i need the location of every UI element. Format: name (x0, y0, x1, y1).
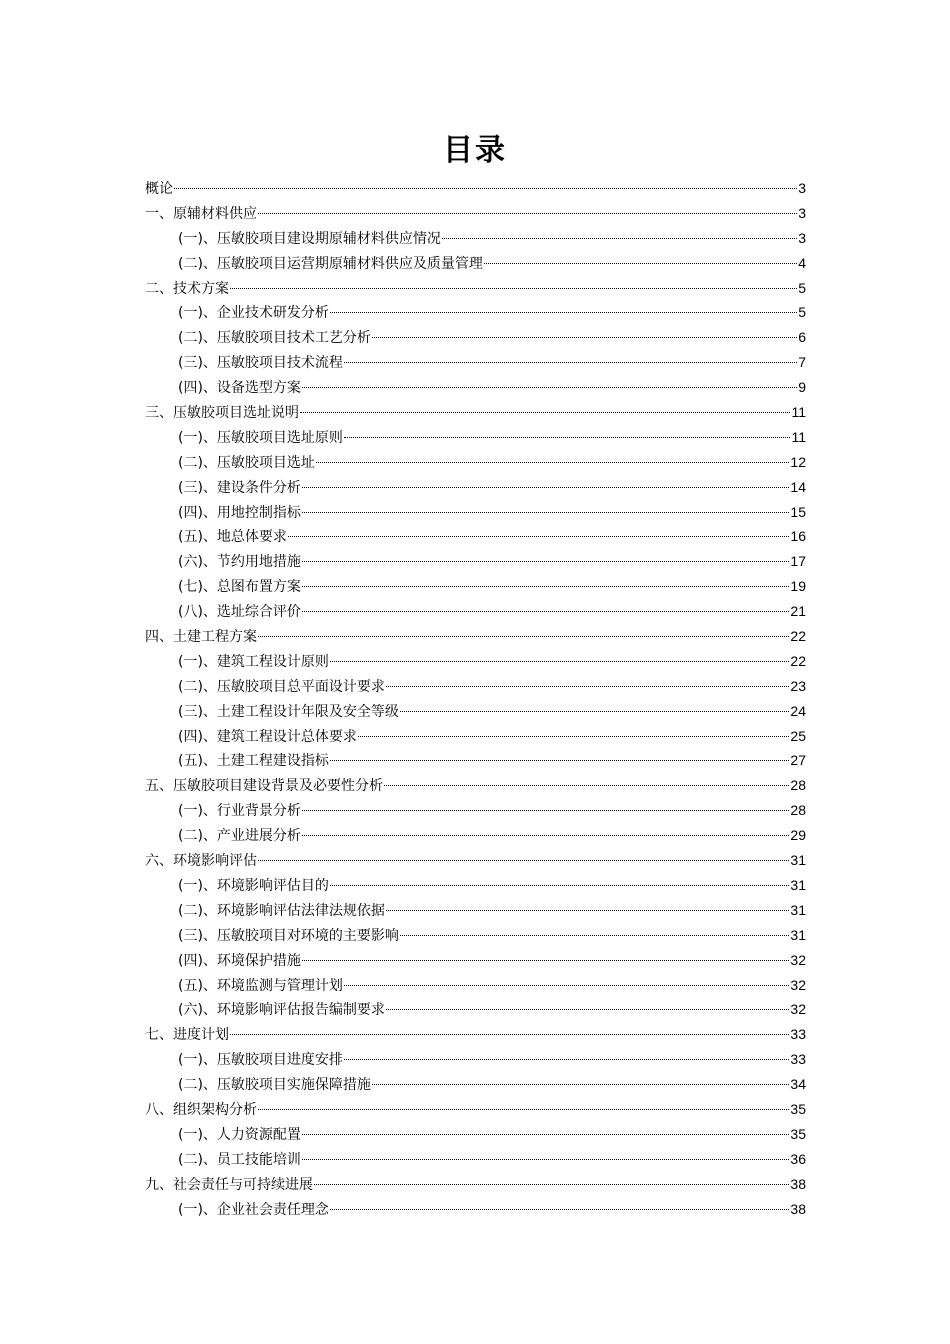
toc-dot-leader (344, 362, 797, 363)
toc-entry-text: (一)、建筑工程设计原则 (178, 653, 329, 670)
toc-entry-page-number: 21 (790, 603, 806, 620)
toc-entry-text: (一)、压敏胶项目选址原则 (178, 429, 343, 446)
toc-entry-text: 一、原辅材料供应 (145, 205, 257, 222)
toc-entry[interactable] (145, 375, 806, 400)
toc-dot-leader (330, 661, 789, 662)
toc-dot-leader (400, 935, 789, 936)
toc-entry-text: (一)、人力资源配置 (178, 1126, 301, 1143)
toc-dot-leader (258, 860, 789, 861)
toc-dot-leader (230, 288, 797, 289)
toc-dot-leader (302, 561, 789, 562)
toc-entry[interactable] (145, 973, 806, 998)
toc-entry-page-number: 16 (790, 528, 806, 545)
toc-entry-page-number: 19 (790, 578, 806, 595)
toc-entry-page-number: 34 (790, 1076, 806, 1093)
toc-dot-leader (302, 810, 789, 811)
toc-entry-page-number: 31 (790, 852, 806, 869)
toc-entry-page-number: 22 (790, 652, 806, 669)
toc-dot-leader (344, 985, 789, 986)
toc-entry-page-number: 31 (790, 876, 806, 893)
toc-entry[interactable] (145, 674, 806, 699)
toc-entry[interactable] (145, 450, 806, 475)
toc-entry[interactable] (145, 226, 806, 251)
toc-entry[interactable] (145, 201, 806, 226)
toc-entry[interactable] (145, 1197, 806, 1222)
toc-dot-leader (330, 312, 797, 313)
toc-entry-page-number: 38 (790, 1175, 806, 1192)
toc-entry[interactable] (145, 773, 806, 798)
toc-entry[interactable] (145, 724, 806, 749)
toc-entry[interactable] (145, 1022, 806, 1047)
toc-dot-leader (344, 1059, 789, 1060)
toc-entry[interactable] (145, 1047, 806, 1072)
toc-entry[interactable] (145, 699, 806, 724)
toc-entry[interactable] (145, 549, 806, 574)
toc-entry-page-number: 35 (790, 1100, 806, 1117)
toc-entry-text: 五、压敏胶项目建设背景及必要性分析 (145, 778, 383, 795)
toc-entry[interactable] (145, 798, 806, 823)
toc-entry-page-number: 4 (798, 254, 806, 271)
toc-entry-page-number: 32 (790, 1001, 806, 1018)
toc-dot-leader (372, 337, 797, 338)
toc-entry-page-number: 5 (798, 304, 806, 321)
toc-entry-text: 三、压敏胶项目选址说明 (145, 405, 299, 422)
toc-dot-leader (302, 487, 789, 488)
toc-dot-leader (484, 263, 797, 264)
toc-entry[interactable] (145, 1147, 806, 1172)
toc-entry-text: (四)、设备选型方案 (178, 380, 301, 397)
toc-dot-leader (302, 1159, 789, 1160)
toc-entry-text: (五)、土建工程建设指标 (178, 753, 329, 770)
toc-entry-page-number: 24 (790, 702, 806, 719)
toc-entry-page-number: 27 (790, 752, 806, 769)
toc-entry-page-number: 17 (790, 553, 806, 570)
toc-dot-leader (302, 611, 789, 612)
toc-dot-leader (386, 910, 789, 911)
toc-entry[interactable] (145, 524, 806, 549)
toc-entry-text: 七、进度计划 (145, 1027, 229, 1044)
toc-dot-leader (230, 1034, 789, 1035)
toc-entry-page-number: 36 (790, 1150, 806, 1167)
toc-dot-leader (316, 462, 789, 463)
toc-dot-leader (330, 885, 789, 886)
toc-entry-page-number: 38 (790, 1200, 806, 1217)
toc-entry-page-number: 31 (790, 926, 806, 943)
toc-dot-leader (386, 686, 789, 687)
toc-dot-leader (302, 1134, 789, 1135)
toc-dot-leader (302, 960, 789, 961)
toc-entry-page-number: 33 (790, 1026, 806, 1043)
toc-dot-leader (330, 1209, 789, 1210)
toc-entry[interactable] (145, 599, 806, 624)
toc-dot-leader (300, 412, 790, 413)
toc-entry[interactable] (145, 923, 806, 948)
toc-entry-text: (一)、行业背景分析 (178, 803, 301, 820)
toc-entry-text: (八)、选址综合评价 (178, 604, 301, 621)
toc-entry-page-number: 14 (790, 478, 806, 495)
toc-entry-text: (二)、员工技能培训 (178, 1151, 301, 1168)
toc-entry-text: 二、技术方案 (145, 280, 229, 297)
toc-entry[interactable] (145, 350, 806, 375)
toc-entry[interactable] (145, 251, 806, 276)
toc-entry-page-number: 32 (790, 976, 806, 993)
toc-entry-text: (二)、压敏胶项目实施保障措施 (178, 1077, 371, 1094)
toc-entry-page-number: 3 (798, 180, 806, 196)
toc-entry[interactable] (145, 848, 806, 873)
toc-entry-text: (三)、压敏胶项目对环境的主要影响 (178, 927, 399, 944)
toc-entry-text: (七)、总图布置方案 (178, 579, 301, 596)
toc-entry-text: (六)、节约用地措施 (178, 554, 301, 571)
toc-entry-text: (四)、建筑工程设计总体要求 (178, 728, 357, 745)
toc-entry-text: (一)、企业技术研发分析 (178, 305, 329, 322)
toc-dot-leader (302, 835, 789, 836)
toc-entry[interactable] (145, 624, 806, 649)
toc-entry-text: 概论 (145, 181, 173, 197)
toc-entry-text: (一)、企业社会责任理念 (178, 1201, 329, 1218)
toc-entry-text: (五)、地总体要求 (178, 529, 287, 546)
toc-entry-page-number: 32 (790, 951, 806, 968)
toc-dot-leader (258, 1109, 789, 1110)
toc-entry-text: 四、土建工程方案 (145, 629, 257, 646)
toc-entry-page-number: 31 (790, 901, 806, 918)
toc-entry[interactable] (145, 176, 806, 201)
toc-entry[interactable] (145, 475, 806, 500)
toc-dot-leader (174, 188, 797, 189)
toc-entry-text: (二)、压敏胶项目运营期原辅材料供应及质量管理 (178, 255, 483, 272)
toc-entry[interactable] (145, 574, 806, 599)
toc-entry-page-number: 7 (798, 354, 806, 371)
toc-entry-text: 六、环境影响评估 (145, 853, 257, 870)
toc-entry[interactable] (145, 500, 806, 525)
toc-entry-page-number: 28 (790, 777, 806, 794)
toc-entry[interactable] (145, 300, 806, 325)
toc-entry-text: (二)、压敏胶项目技术工艺分析 (178, 330, 371, 347)
toc-dot-leader (344, 437, 791, 438)
toc-entry[interactable] (145, 325, 806, 350)
toc-entry-page-number: 9 (798, 379, 806, 396)
toc-entry-text: (六)、环境影响评估报告编制要求 (178, 1002, 385, 1019)
toc-entry[interactable] (145, 425, 806, 450)
toc-title: 目录 (443, 133, 507, 168)
toc-entry[interactable] (145, 748, 806, 773)
toc-entry-text: (四)、用地控制指标 (178, 504, 301, 521)
toc-dot-leader (302, 512, 789, 513)
toc-entry-text: (二)、环境影响评估法律法规依据 (178, 902, 385, 919)
toc-dot-leader (302, 586, 789, 587)
toc-entry-text: (一)、环境影响评估目的 (178, 877, 329, 894)
toc-entry[interactable] (145, 276, 806, 301)
toc-entry-text: (二)、产业进展分析 (178, 828, 301, 845)
toc-entry-page-number: 12 (790, 453, 806, 470)
toc-dot-leader (372, 1084, 789, 1085)
toc-entry[interactable] (145, 823, 806, 848)
toc-entry-page-number: 28 (790, 802, 806, 819)
toc-dot-leader (400, 711, 789, 712)
toc-entry-page-number: 6 (798, 329, 806, 346)
toc-dot-leader (386, 1009, 789, 1010)
toc-entry-page-number: 3 (798, 229, 806, 246)
toc-entry-page-number: 25 (790, 727, 806, 744)
toc-dot-leader (302, 387, 797, 388)
toc-entry-page-number: 3 (798, 204, 806, 221)
toc-list (145, 176, 806, 1221)
toc-dot-leader (258, 636, 789, 637)
toc-entry-text: (四)、环境保护措施 (178, 952, 301, 969)
toc-entry-text: (二)、压敏胶项目选址 (178, 454, 315, 471)
toc-entry-text: (一)、压敏胶项目进度安排 (178, 1052, 343, 1069)
toc-entry-text: 九、社会责任与可持续进展 (145, 1176, 313, 1193)
toc-entry[interactable] (145, 997, 806, 1022)
toc-dot-leader (314, 1184, 789, 1185)
toc-entry[interactable] (145, 948, 806, 973)
toc-dot-leader (258, 213, 797, 214)
toc-entry-page-number: 22 (790, 628, 806, 645)
toc-entry[interactable] (145, 1172, 806, 1197)
toc-dot-leader (384, 785, 789, 786)
toc-entry-text: (一)、压敏胶项目建设期原辅材料供应情况 (178, 230, 441, 247)
toc-entry[interactable] (145, 1097, 806, 1122)
toc-entry[interactable] (145, 898, 806, 923)
toc-dot-leader (288, 536, 789, 537)
toc-entry[interactable] (145, 873, 806, 898)
toc-entry-text: 八、组织架构分析 (145, 1101, 257, 1118)
toc-dot-leader (442, 238, 797, 239)
toc-entry-text: (三)、土建工程设计年限及安全等级 (178, 703, 399, 720)
toc-entry-page-number: 29 (790, 827, 806, 844)
toc-entry-page-number: 5 (798, 279, 806, 296)
toc-entry-page-number: 11 (791, 404, 806, 421)
toc-entry-text: (二)、压敏胶项目总平面设计要求 (178, 678, 385, 695)
toc-entry[interactable] (145, 649, 806, 674)
toc-entry-page-number: 11 (791, 428, 806, 445)
toc-entry-text: (三)、建设条件分析 (178, 479, 301, 496)
toc-entry-page-number: 15 (790, 503, 806, 520)
toc-entry[interactable] (145, 1122, 806, 1147)
toc-entry-page-number: 35 (790, 1125, 806, 1142)
toc-dot-leader (330, 760, 789, 761)
toc-entry-text: (五)、环境监测与管理计划 (178, 977, 343, 994)
toc-entry[interactable] (145, 400, 806, 425)
toc-entry-page-number: 33 (790, 1051, 806, 1068)
toc-entry-text: (三)、压敏胶项目技术流程 (178, 355, 343, 372)
toc-entry[interactable] (145, 1072, 806, 1097)
toc-dot-leader (358, 736, 789, 737)
toc-entry-page-number: 23 (790, 677, 806, 694)
